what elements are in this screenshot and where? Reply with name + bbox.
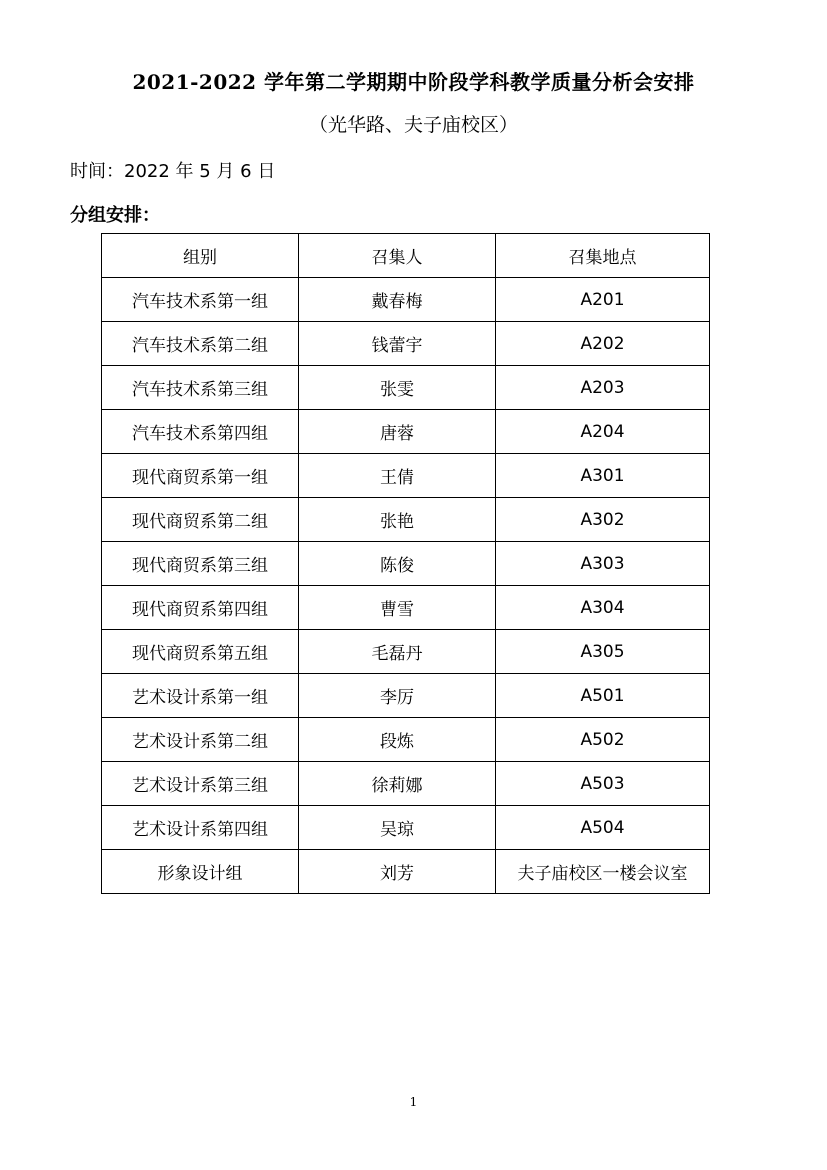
cell-convener: 曹雪 [299, 586, 496, 630]
cell-group: 艺术设计系第四组 [102, 806, 299, 850]
page-number: 1 [409, 1095, 418, 1109]
table-row [102, 850, 710, 894]
cell-group: 艺术设计系第三组 [102, 762, 299, 806]
group-arrangement-heading: 分组安排： [70, 205, 160, 226]
cell-location: A305 [496, 630, 710, 674]
meeting-time [70, 157, 275, 183]
cell-group: 艺术设计系第二组 [102, 718, 299, 762]
cell-group: 现代商贸系第三组 [102, 542, 299, 586]
header-convener: 召集人 [299, 234, 496, 278]
cell-convener: 陈俊 [299, 542, 496, 586]
cell-location: A303 [496, 542, 710, 586]
cell-group: 汽车技术系第三组 [102, 366, 299, 410]
cell-group: 汽车技术系第二组 [102, 322, 299, 366]
table-row [102, 806, 710, 850]
table-row [102, 630, 710, 674]
cell-convener: 段炼 [299, 718, 496, 762]
cell-group: 汽车技术系第一组 [102, 278, 299, 322]
cell-convener: 张艳 [299, 498, 496, 542]
cell-location: A302 [496, 498, 710, 542]
group-schedule-table [101, 233, 710, 894]
cell-group: 现代商贸系第四组 [102, 586, 299, 630]
cell-location: A503 [496, 762, 710, 806]
cell-convener: 王倩 [299, 454, 496, 498]
cell-location: A202 [496, 322, 710, 366]
cell-convener: 钱蕾宇 [299, 322, 496, 366]
cell-convener: 张雯 [299, 366, 496, 410]
cell-location: 夫子庙校区一楼会议室 [496, 850, 710, 894]
document-title: 2021-2022 学年第二学期期中阶段学科教学质量分析会安排 [132, 70, 695, 94]
table-row [102, 322, 710, 366]
table-row [102, 586, 710, 630]
table-row [102, 674, 710, 718]
cell-location: A201 [496, 278, 710, 322]
cell-convener: 毛磊丹 [299, 630, 496, 674]
cell-location: A501 [496, 674, 710, 718]
header-location: 召集地点 [496, 234, 710, 278]
cell-location: A301 [496, 454, 710, 498]
cell-location: A304 [496, 586, 710, 630]
cell-group: 汽车技术系第四组 [102, 410, 299, 454]
table-row [102, 762, 710, 806]
table-row [102, 410, 710, 454]
table-row [102, 366, 710, 410]
table-row [102, 454, 710, 498]
time-label: 时间： [70, 161, 124, 182]
time-value: 2022 年 5 月 6 日 [124, 161, 276, 182]
cell-convener: 徐莉娜 [299, 762, 496, 806]
cell-convener: 刘芳 [299, 850, 496, 894]
cell-group: 艺术设计系第一组 [102, 674, 299, 718]
cell-convener: 唐蓉 [299, 410, 496, 454]
table-row [102, 542, 710, 586]
table-row [102, 718, 710, 762]
cell-group: 现代商贸系第二组 [102, 498, 299, 542]
table-row [102, 278, 710, 322]
document-subtitle: （光华路、夫子庙校区） [308, 114, 518, 136]
cell-convener: 李厉 [299, 674, 496, 718]
cell-location: A204 [496, 410, 710, 454]
cell-location: A504 [496, 806, 710, 850]
table-header-row [102, 234, 710, 278]
header-group: 组别 [102, 234, 299, 278]
cell-group: 现代商贸系第一组 [102, 454, 299, 498]
cell-convener: 戴春梅 [299, 278, 496, 322]
table-row [102, 498, 710, 542]
cell-location: A203 [496, 366, 710, 410]
table-body [102, 278, 710, 894]
cell-location: A502 [496, 718, 710, 762]
cell-group: 现代商贸系第五组 [102, 630, 299, 674]
cell-group: 形象设计组 [102, 850, 299, 894]
cell-convener: 吴琼 [299, 806, 496, 850]
